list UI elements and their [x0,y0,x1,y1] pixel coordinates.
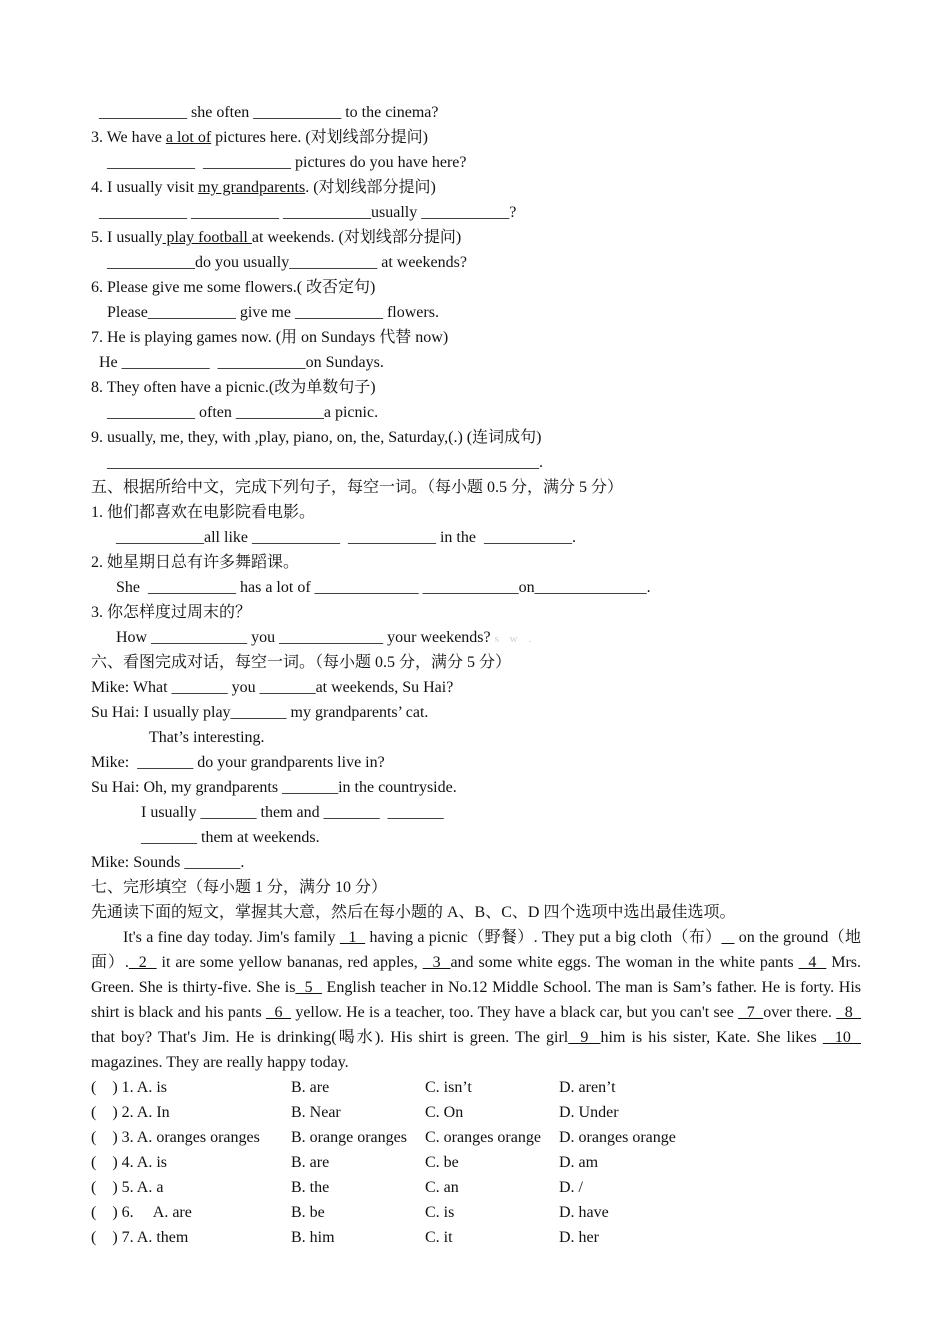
passage-text: on the ground（地面）. [91,929,862,971]
s5-question-1: 1. 他们都喜欢在电影院看电影。 [91,504,316,521]
s5-question-3: 3. 你怎样度过周末的？ [91,604,252,621]
dialogue-line: Su Hai: Oh, my grandparents _______in the countryside. [91,779,457,796]
option-c: C. an [425,1179,459,1196]
option-b: B. orange oranges [291,1129,407,1146]
option-b: B. are [291,1154,330,1171]
q5-text: 5. I usually [91,229,163,246]
option-c: C. it [425,1229,453,1246]
option-b: B. him [291,1229,335,1246]
blank-number: 6 [265,1004,292,1021]
s5-q3-answer-text: How ____________ you _____________ your weekends? [116,629,491,646]
passage-text: magazines. They are really happy today. [91,1054,349,1071]
question-6: 6. Please give me some flowers.( 改否定句) [91,279,376,296]
option-a: ( ) 7. A. them [91,1229,189,1246]
option-a: ( ) 5. A. a [91,1179,164,1196]
q5-underlined: play football [162,229,252,246]
blank-number: 10 [822,1029,861,1046]
question-8-answer-line: ___________ often ___________a picnic. [107,404,379,421]
option-b: B. are [291,1079,330,1096]
option-a: ( ) 3. A. oranges oranges [91,1129,260,1146]
option-d: D. / [559,1179,583,1196]
blank-number: 9 [568,1029,601,1046]
s5-question-2-answer-line: She ___________ has a lot of _____________ ____________on______________. [116,579,651,596]
s5-question-3-answer-line [91,625,861,650]
question-7-answer-line: He ___________ ___________on Sundays. [99,354,384,371]
option-a: ( ) 6. A. are [91,1204,192,1221]
passage-text: over there. [763,1004,837,1021]
question-8: 8. They often have a picnic.(改为单数句子) [91,379,376,396]
q3-underlined: a lot of [165,129,212,146]
cloze-question-row [91,1075,861,1100]
dialogue-line: Mike: Sounds _______. [91,854,245,871]
blank-number: 2 [128,954,157,971]
dialogue-line: I usually _______ them and _______ _______ [141,804,444,821]
passage-text: that boy? That's Jim. He is drinking(喝水). His shirt is green. The girl [91,1029,569,1046]
passage-text: English teacher in No.12 Middle School. The man is Sam’s father. He is forty. His shirt is black and his pants [91,979,861,1021]
question-5 [91,225,861,250]
q3-text: 3. We have [91,129,166,146]
q5-instruction: at weekends. (对划线部分提问) [251,229,462,246]
dialogue-line: _______ them at weekends. [141,829,320,846]
option-a: ( ) 2. A. In [91,1104,170,1121]
option-d: D. oranges orange [559,1129,676,1146]
s5-question-2: 2. 她星期日总有许多舞蹈课。 [91,554,300,571]
q4-instruction: . (对划线部分提问) [305,179,436,196]
option-d: D. am [559,1154,599,1171]
passage-text: him is his sister, Kate. She likes [600,1029,823,1046]
blank-number: 7 [738,1004,764,1021]
option-b: B. be [291,1204,325,1221]
blank-number [721,929,734,946]
section-7-instruction: 先通读下面的短文，掌握其大意，然后在每小题的 A、B、C、D 四个选项中选出最佳选项。 [91,904,736,921]
question-9-answer-line: ______________________________________________________. [107,454,543,471]
question-4-answer-line: ___________ ___________ ___________usually ___________? [99,204,517,221]
q3-instruction: pictures here. (对划线部分提问) [211,129,429,146]
option-d: D. have [559,1204,609,1221]
cloze-question-row [91,1150,861,1175]
question-4 [91,175,861,200]
option-c: C. isn’t [425,1079,472,1096]
cloze-question-row [91,1125,861,1150]
faint-watermark: s w . [494,633,536,645]
option-d: D. Under [559,1104,619,1121]
option-c: C. oranges orange [425,1129,541,1146]
blank-number: 8 [836,1004,862,1021]
question-3 [91,125,861,150]
q4-text: 4. I usually visit [91,179,199,196]
question-2-answer-line: ___________ she often ___________ to the cinema? [99,104,439,121]
passage-text: having a picnic（野餐）. They put a big cloth（布） [365,929,722,946]
option-d: D. aren’t [559,1079,616,1096]
question-9: 9. usually, me, they, with ,play, piano, on, the, Saturday,(.) (连词成句) [91,429,542,446]
cloze-question-row [91,1100,861,1125]
dialogue-line: Su Hai: I usually play_______ my grandparents’ cat. [91,704,429,721]
passage-text: and some white eggs. The woman in the white pants [450,954,799,971]
blank-number: 5 [295,979,322,996]
passage-text: Mrs. Green. She is thirty-five. She is [91,954,862,996]
option-c: C. On [425,1104,464,1121]
section-6-heading: 六、看图完成对话，每空一词。（每小题 0.5 分，满分 5 分） [91,654,512,671]
question-5-answer-line: ___________do you usually___________ at weekends? [107,254,467,271]
option-b: B. the [291,1179,330,1196]
blank-number: 4 [798,954,827,971]
question-3-answer-line: ___________ ___________ pictures do you have here? [107,154,467,171]
question-6-answer-line: Please___________ give me ___________ flowers. [107,304,439,321]
cloze-passage [91,925,861,1075]
dialogue-line: Mike: _______ do your grandparents live in? [91,754,385,771]
cloze-question-row [91,1200,861,1225]
dialogue-line: That’s interesting. [149,729,265,746]
option-b: B. Near [291,1104,341,1121]
blank-number: 1 [339,929,366,946]
dialogue-line: Mike: What _______ you _______at weekends, Su Hai? [91,679,454,696]
passage-text: it are some yellow bananas, red apples, [156,954,423,971]
option-a: ( ) 4. A. is [91,1154,167,1171]
blank-number: 3 [422,954,451,971]
option-a: ( ) 1. A. is [91,1079,167,1096]
passage-text: It's a fine day today. Jim's family [123,929,340,946]
q4-underlined: my grandparents [198,179,306,196]
worksheet-page [91,100,861,1250]
passage-text: yellow. He is a teacher, too. They have a black car, but you can't see [291,1004,739,1021]
option-c: C. be [425,1154,459,1171]
s5-question-1-answer-line: ___________all like ___________ ___________ in the ___________. [116,529,576,546]
option-d: D. her [559,1229,599,1246]
section-7-heading: 七、完形填空（每小题 1 分，满分 10 分） [91,879,388,896]
section-5-heading: 五、根据所给中文，完成下列句子，每空一词。（每小题 0.5 分，满分 5 分） [91,479,624,496]
cloze-question-row [91,1175,861,1200]
option-c: C. is [425,1204,455,1221]
question-7: 7. He is playing games now. (用 on Sundays 代替 now) [91,329,449,346]
cloze-question-row [91,1225,861,1250]
cloze-question-list [91,1075,861,1250]
